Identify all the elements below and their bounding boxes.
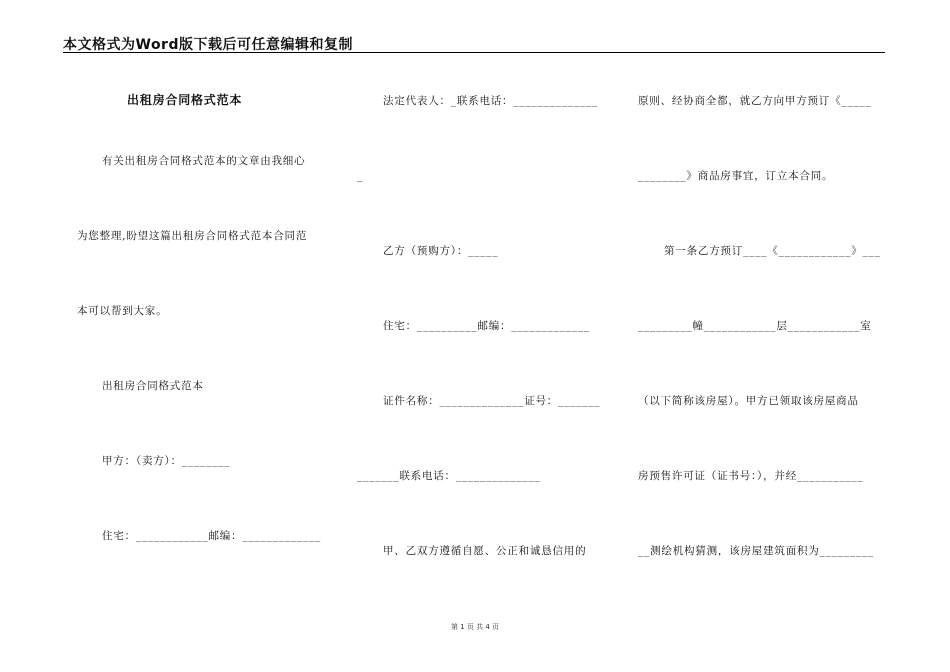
contact-phone-line: _______联系电话：______________ bbox=[357, 470, 541, 482]
paragraph-line: 房预售许可证（证书号：），并经___________ bbox=[638, 470, 864, 482]
paragraph-line: 原则、经协商全都，就乙方向甲方预订《_____ bbox=[638, 95, 872, 107]
paragraph-line: _________幢____________层____________室 bbox=[638, 320, 872, 332]
paragraph-line: （以下简称该房屋）。甲方已领取该房屋商品 bbox=[638, 395, 859, 407]
party-a-line: 甲方：（卖方）：________ bbox=[102, 455, 231, 467]
paragraph-line: 有关出租房合同格式范本的文章由我细心 bbox=[102, 155, 306, 167]
legal-rep-line: 法定代表人：_联系电话：______________ bbox=[383, 95, 599, 107]
party-b-address-line: 住宅：__________邮编：_____________ bbox=[383, 320, 590, 332]
paragraph-line: __测绘机构猜测，该房屋建筑面积为_________ bbox=[638, 545, 875, 557]
party-a-address-line: 住宅：____________邮编：_____________ bbox=[102, 530, 322, 542]
paragraph-line: 甲、乙双方遵循自愿、公正和诚恳信用的 bbox=[383, 545, 587, 557]
paragraph-line: 为您整理,盼望这篇出租房合同格式范本合同范 bbox=[77, 230, 308, 242]
paragraph-line: _ bbox=[357, 170, 364, 182]
paragraph-line: ________》商品房事宜，订立本合同。 bbox=[638, 170, 834, 182]
paragraph-line: 本可以帮到大家。 bbox=[77, 305, 168, 317]
header-divider bbox=[63, 52, 885, 53]
party-b-line: 乙方（预购方）：_____ bbox=[383, 245, 499, 257]
section-heading: 出租房合同格式范本 bbox=[102, 380, 204, 392]
page-number: 第 1 页 共 4 页 bbox=[450, 623, 500, 631]
header-title: 本文格式为Word版下载后可任意编辑和复制 bbox=[63, 37, 353, 53]
document-title: 出租房合同格式范本 bbox=[127, 93, 243, 107]
article-1-line: 第一条乙方预订____《____________》___ bbox=[664, 245, 881, 257]
id-document-line: 证件名称：______________证号：_______ bbox=[383, 395, 601, 407]
